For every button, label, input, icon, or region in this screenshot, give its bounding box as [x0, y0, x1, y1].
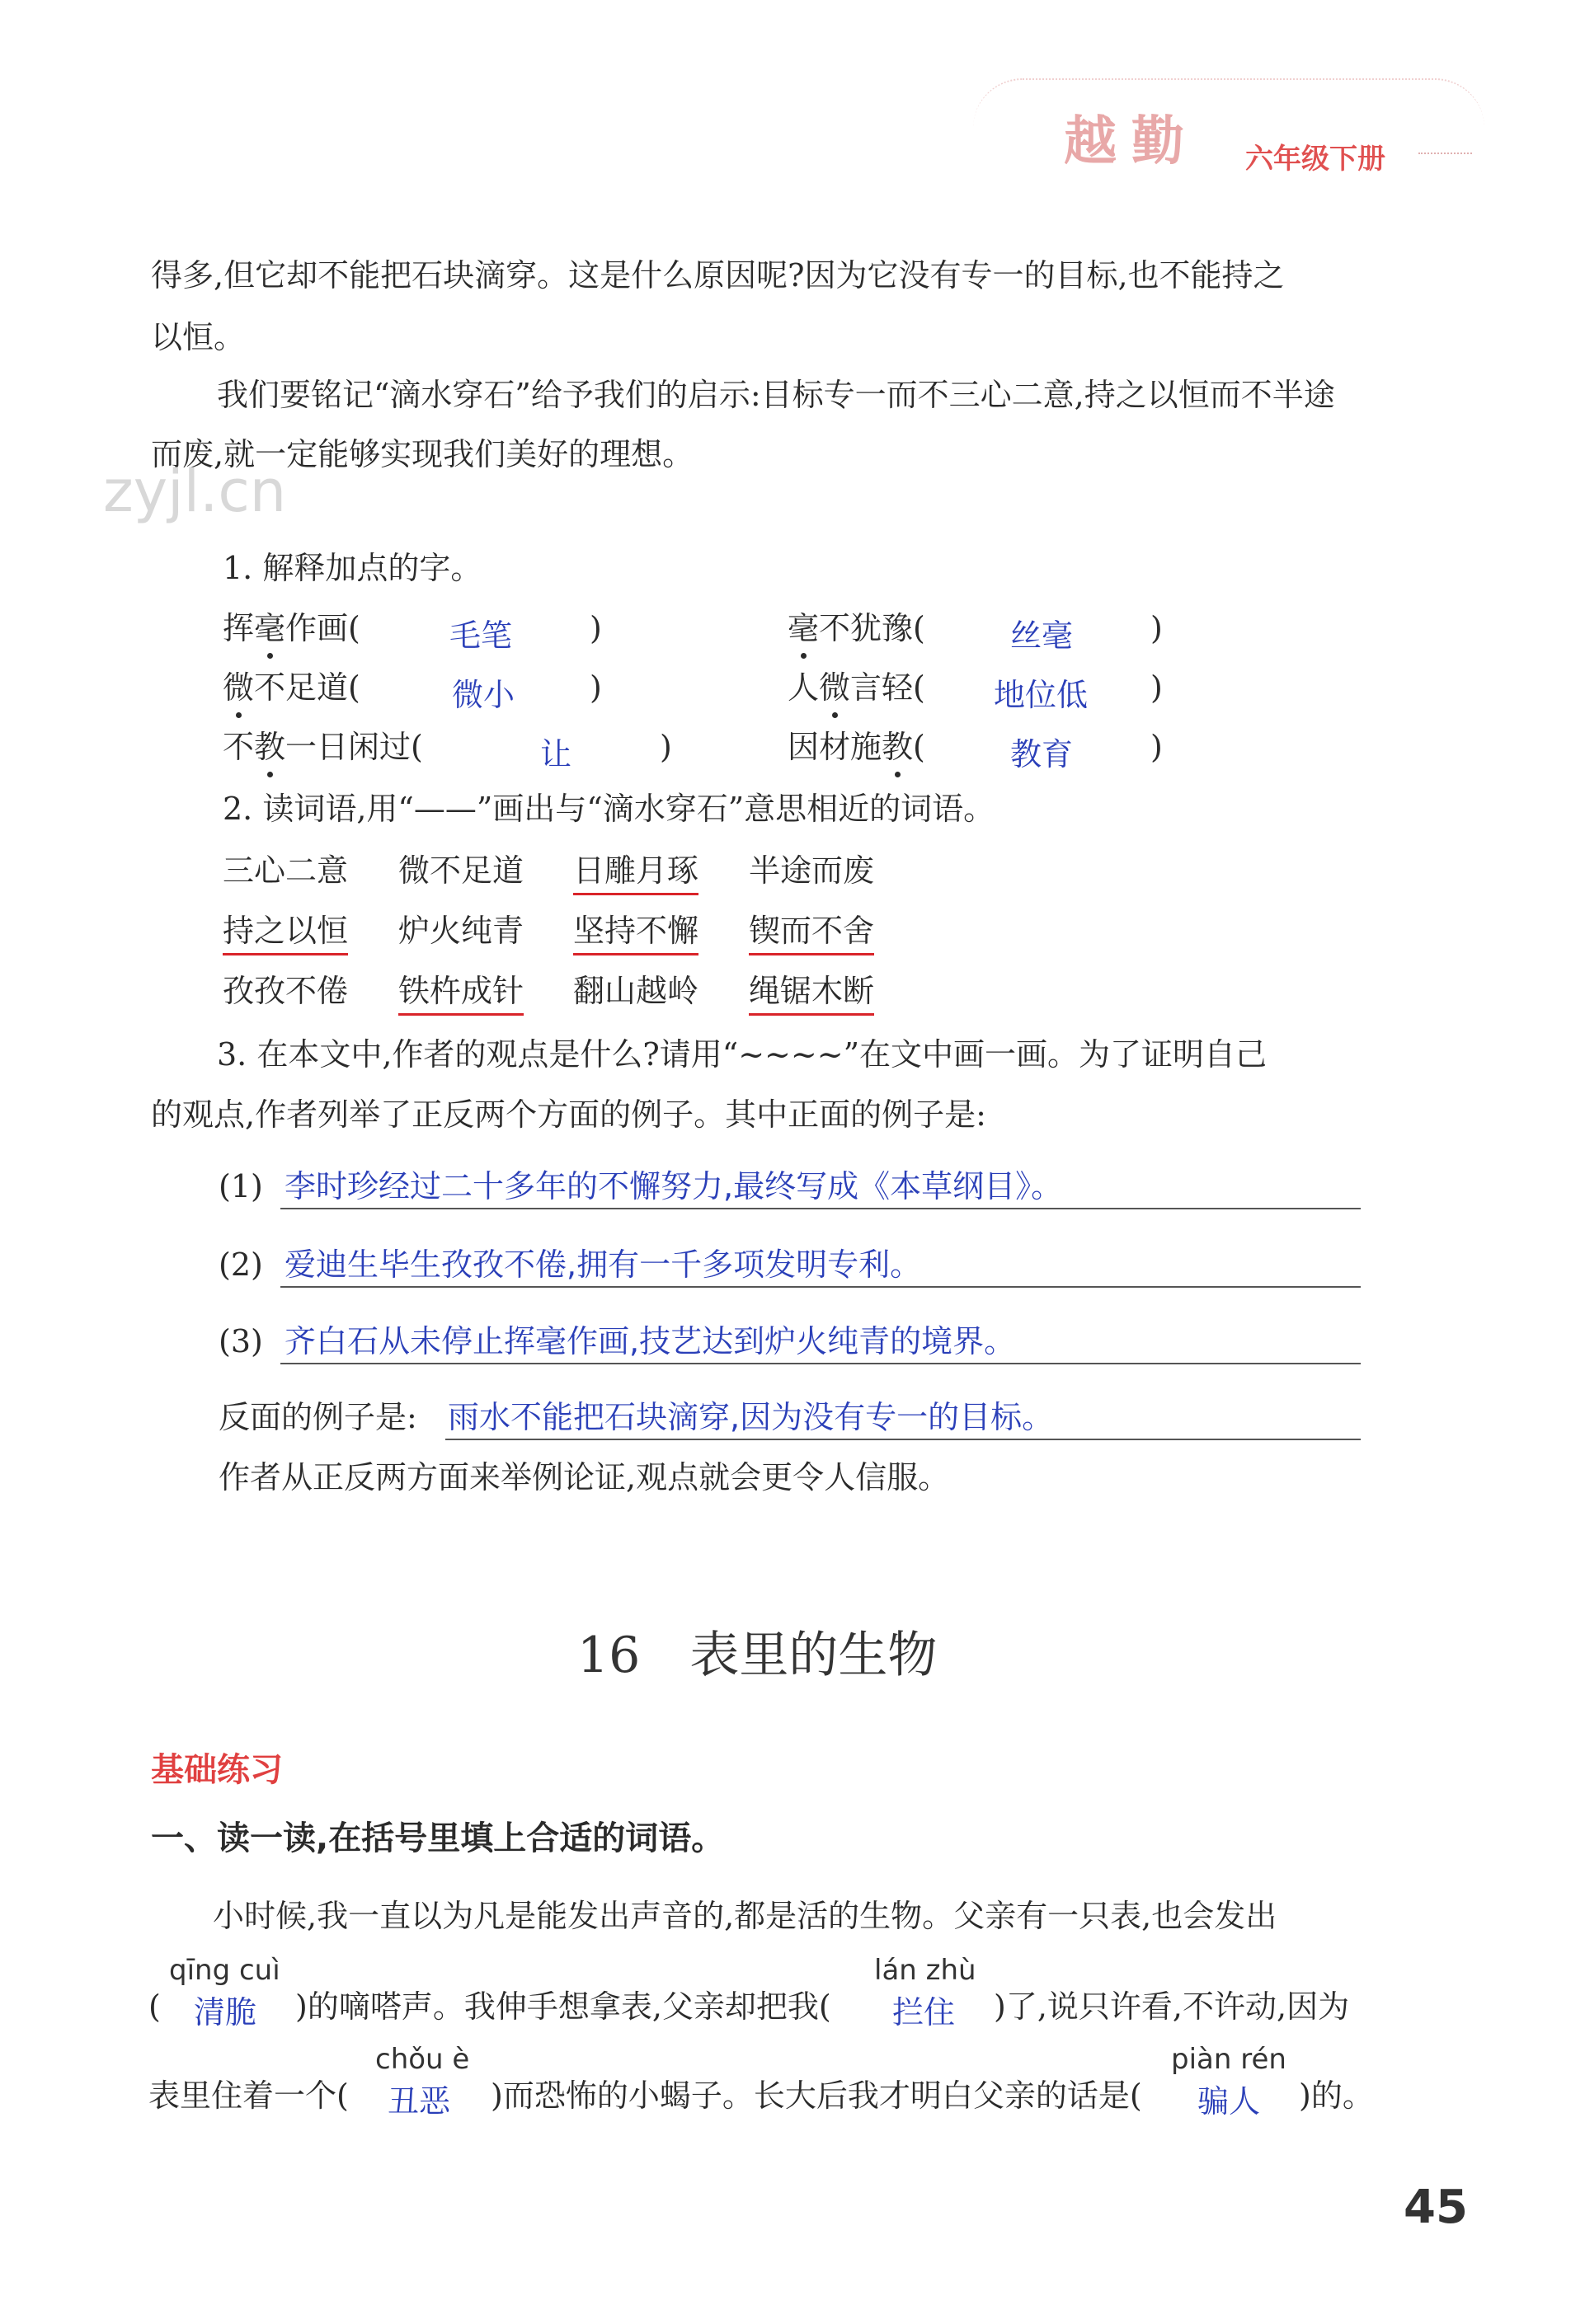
q3-line: 3. 在本文中,作者的观点是什么?请用“~~~~”在文中画一画。为了证明自己 [217, 1036, 1268, 1073]
q3-line: 的观点,作者列举了正反两个方面的例子。其中正面的例子是: [151, 1096, 986, 1133]
q2-word: 半途而废 [749, 852, 875, 889]
q1-answer: 让 [540, 736, 572, 772]
header-dotted-line [1418, 153, 1472, 154]
q1-close: ) [1150, 729, 1163, 765]
q1-answer: 微小 [452, 677, 515, 713]
blank-answer: 丑恶 [388, 2083, 451, 2120]
q1-item: 因材施教( [788, 727, 925, 768]
dotted-char: 教 [882, 727, 913, 768]
section-title [577, 1616, 937, 1687]
q3-example-num: (1) [219, 1168, 263, 1204]
q1-close: ) [660, 729, 672, 765]
q2-word: 孜孜不倦 [223, 973, 349, 1009]
answer-line [280, 1286, 1361, 1288]
blank-answer: 清脆 [194, 1994, 257, 2031]
dotted-char: 毫 [788, 608, 819, 649]
pinyin: piàn rén [1171, 2043, 1286, 2076]
q1-answer: 丝毫 [1010, 617, 1074, 654]
header-decoration [973, 78, 1484, 179]
q1-answer: 教育 [1010, 736, 1074, 772]
dotted-char: 微 [223, 668, 254, 708]
header-grade: 六年级下册 [1245, 143, 1385, 176]
part1-text: )的嘀嗒声。我伸手想拿表,父亲却把我( [295, 1988, 831, 2025]
pinyin: qīng cuì [169, 1954, 280, 1987]
blank-answer: 骗人 [1197, 2083, 1261, 2120]
answer-line [280, 1208, 1361, 1209]
q1-answer: 地位低 [994, 677, 1089, 713]
q3-example-num: (3) [219, 1323, 263, 1359]
blank-answer: 拦住 [892, 1994, 956, 2031]
q2-word: 炉火纯青 [398, 913, 524, 949]
basic-practice-label: 基础练习 [151, 1751, 283, 1789]
page-number: 45 [1404, 2181, 1468, 2234]
dotted-char: 毫 [254, 608, 285, 649]
q1-item: 挥毫作画( [223, 608, 360, 649]
part1-line: 小时候,我一直以为凡是能发出声音的,都是活的生物。父亲有一只表,也会发出 [213, 1898, 1277, 1934]
q1-item: 毫不犹豫( [788, 608, 925, 649]
paren-open: ( [148, 1988, 161, 2025]
answer-line [280, 1363, 1361, 1364]
part1-text: )了,说只许看,不许动,因为 [994, 1988, 1350, 2025]
q2-word: 微不足道 [398, 852, 524, 889]
passage-line: 而废,就一定能够实现我们美好的理想。 [151, 436, 694, 472]
q2-title: 2. 读词语,用“——”画出与“滴水穿石”意思相近的词语。 [223, 791, 995, 827]
q2-word: 三心二意 [223, 852, 349, 889]
section-number: 16 [577, 1627, 641, 1684]
pinyin: chǒu è [375, 2043, 470, 2076]
answer-line [445, 1439, 1361, 1440]
q1-item: 微不足道( [223, 668, 360, 708]
q1-item: 不教一日闲过( [223, 727, 423, 768]
q3-example-answer: 爱迪生毕生孜孜不倦,拥有一千多项发明专利。 [285, 1247, 922, 1283]
q2-word-underlined: 日雕月琢 [573, 851, 698, 895]
q1-title: 1. 解释加点的字。 [223, 550, 482, 586]
q1-close: ) [590, 669, 602, 706]
q2-word-underlined: 铁杵成针 [398, 971, 524, 1016]
q3-example-answer: 齐白石从未停止挥毫作画,技艺达到炉火纯青的境界。 [285, 1323, 1016, 1359]
passage-line: 得多,但它却不能把石块滴穿。这是什么原因呢?因为它没有专一的目标,也不能持之 [151, 257, 1285, 293]
q3-example-num: (2) [219, 1247, 263, 1283]
pinyin: lán zhù [874, 1954, 976, 1987]
q2-word-underlined: 锲而不舍 [749, 911, 874, 955]
dotted-char: 教 [254, 727, 285, 768]
q2-word-underlined: 坚持不懈 [573, 911, 698, 955]
header-brand: 越勤 [1064, 110, 1199, 172]
q3-conclusion: 作者从正反两方面来举例论证,观点就会更令人信服。 [219, 1459, 950, 1495]
q2-word: 翻山越岭 [573, 973, 699, 1009]
q1-answer: 毛笔 [449, 617, 513, 654]
q1-close: ) [1150, 669, 1163, 706]
part1-text: 表里住着一个( [148, 2078, 349, 2114]
q3-example-answer: 李时珍经过二十多年的不懈努力,最终写成《本草纲目》。 [285, 1168, 1063, 1204]
q2-word-underlined: 绳锯木断 [749, 971, 874, 1016]
q3-neg-answer: 雨水不能把石块滴穿,因为没有专一的目标。 [448, 1399, 1054, 1435]
q2-word-underlined: 持之以恒 [223, 911, 348, 955]
part1-text: )的。 [1299, 2078, 1374, 2114]
section-name: 表里的生物 [689, 1627, 938, 1684]
dotted-char: 微 [819, 668, 850, 708]
q1-item: 人微言轻( [788, 668, 925, 708]
passage-line: 以恒。 [151, 319, 246, 355]
q3-neg-label: 反面的例子是: [219, 1399, 417, 1435]
part1-text: )而恐怖的小蝎子。长大后我才明白父亲的话是( [491, 2078, 1142, 2114]
passage-line: 我们要铭记“滴水穿石”给予我们的启示:目标专一而不三心二意,持之以恒而不半途 [217, 377, 1335, 413]
q1-close: ) [1150, 610, 1163, 646]
q1-close: ) [590, 610, 602, 646]
watermark: zyjl.cn [103, 458, 287, 525]
part1-heading: 一、读一读,在括号里填上合适的词语。 [151, 1819, 725, 1857]
